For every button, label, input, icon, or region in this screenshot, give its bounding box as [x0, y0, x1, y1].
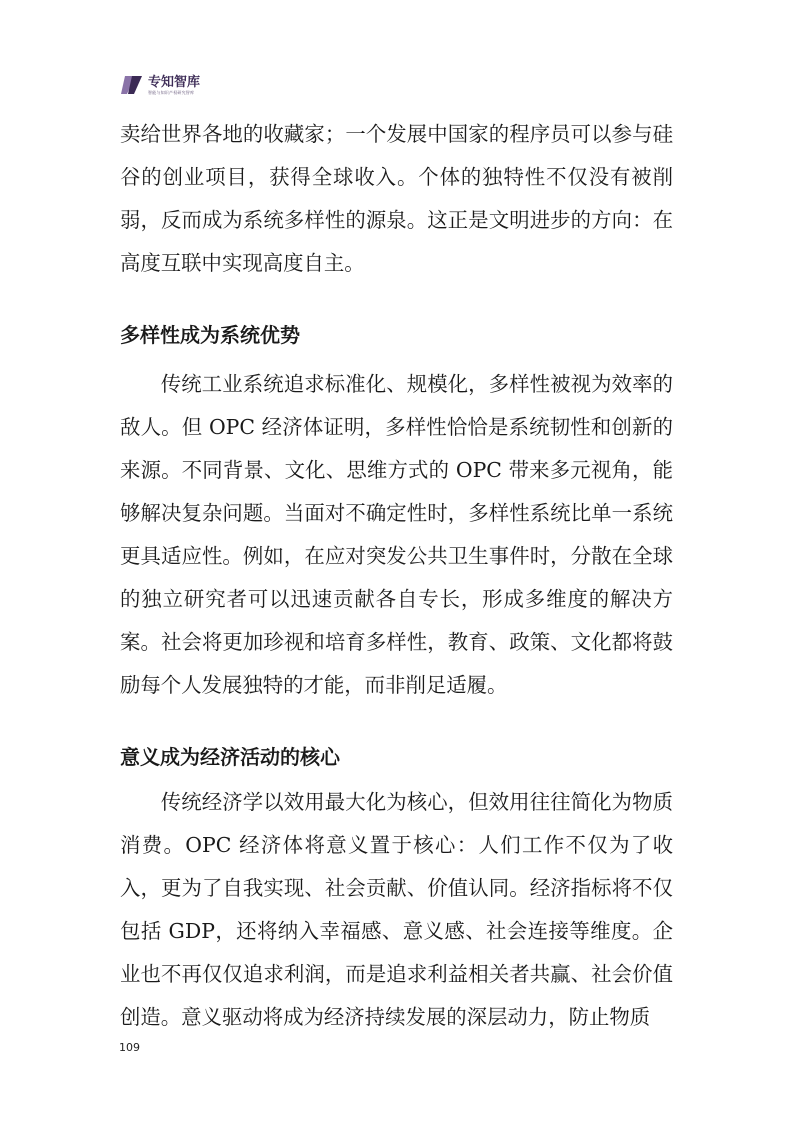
paragraph-continued: 卖给世界各地的收藏家；一个发展中国家的程序员可以参与硅谷的创业项目，获得全球收入。个体的独特性不仅没有被削弱，反而成为系统多样性的源泉。这正是文明进步的方向：在高度互联中实现高度自主。 — [120, 122, 673, 275]
logo-name: 专知智库 — [148, 74, 201, 90]
page-content — [120, 113, 673, 1039]
page-header — [120, 70, 200, 100]
section-heading-diversity: 多样性成为系统优势 — [120, 323, 300, 347]
section-heading-meaning: 意义成为经济活动的核心 — [120, 745, 340, 769]
paragraph-meaning: 传统经济学以效用最大化为核心，但效用往往简化为物质消费。OPC 经济体将意义置于核心：人们工作不仅为了收入，更为了自我实现、社会贡献、价值认同。经济指标将不仅包括 GDP，还将纳入幸福感、意义感、社会连接等维度。企业也不再仅仅追求利润，而是追求利益相关者共赢、社会价值创造。意义驱动将成为经济持续发展的深层动力，防止物质 — [120, 790, 673, 1029]
page-number: 109 — [119, 1041, 140, 1054]
logo-text-block — [148, 75, 200, 96]
logo-tagline: 智能与知识产权研究智库 — [148, 89, 195, 95]
paragraph-diversity: 传统工业系统追求标准化、规模化，多样性被视为效率的敌人。但 OPC 经济体证明，多样性恰恰是系统韧性和创新的来源。不同背景、文化、思维方式的 OPC 带来多元视角，能够解决复杂问题。当面对不确定性时，多样性系统比单一系统更具适应性。例如，在应对突发公共卫生事件时，分散在全球的独立研究者可以迅速贡献各自专长，形成多维度的解决方案。社会将更加珍视和培育多样性，教育、政策、文化都将鼓励每个人发展独特的才能，而非削足适履。 — [120, 372, 673, 697]
logo-icon — [120, 74, 144, 96]
